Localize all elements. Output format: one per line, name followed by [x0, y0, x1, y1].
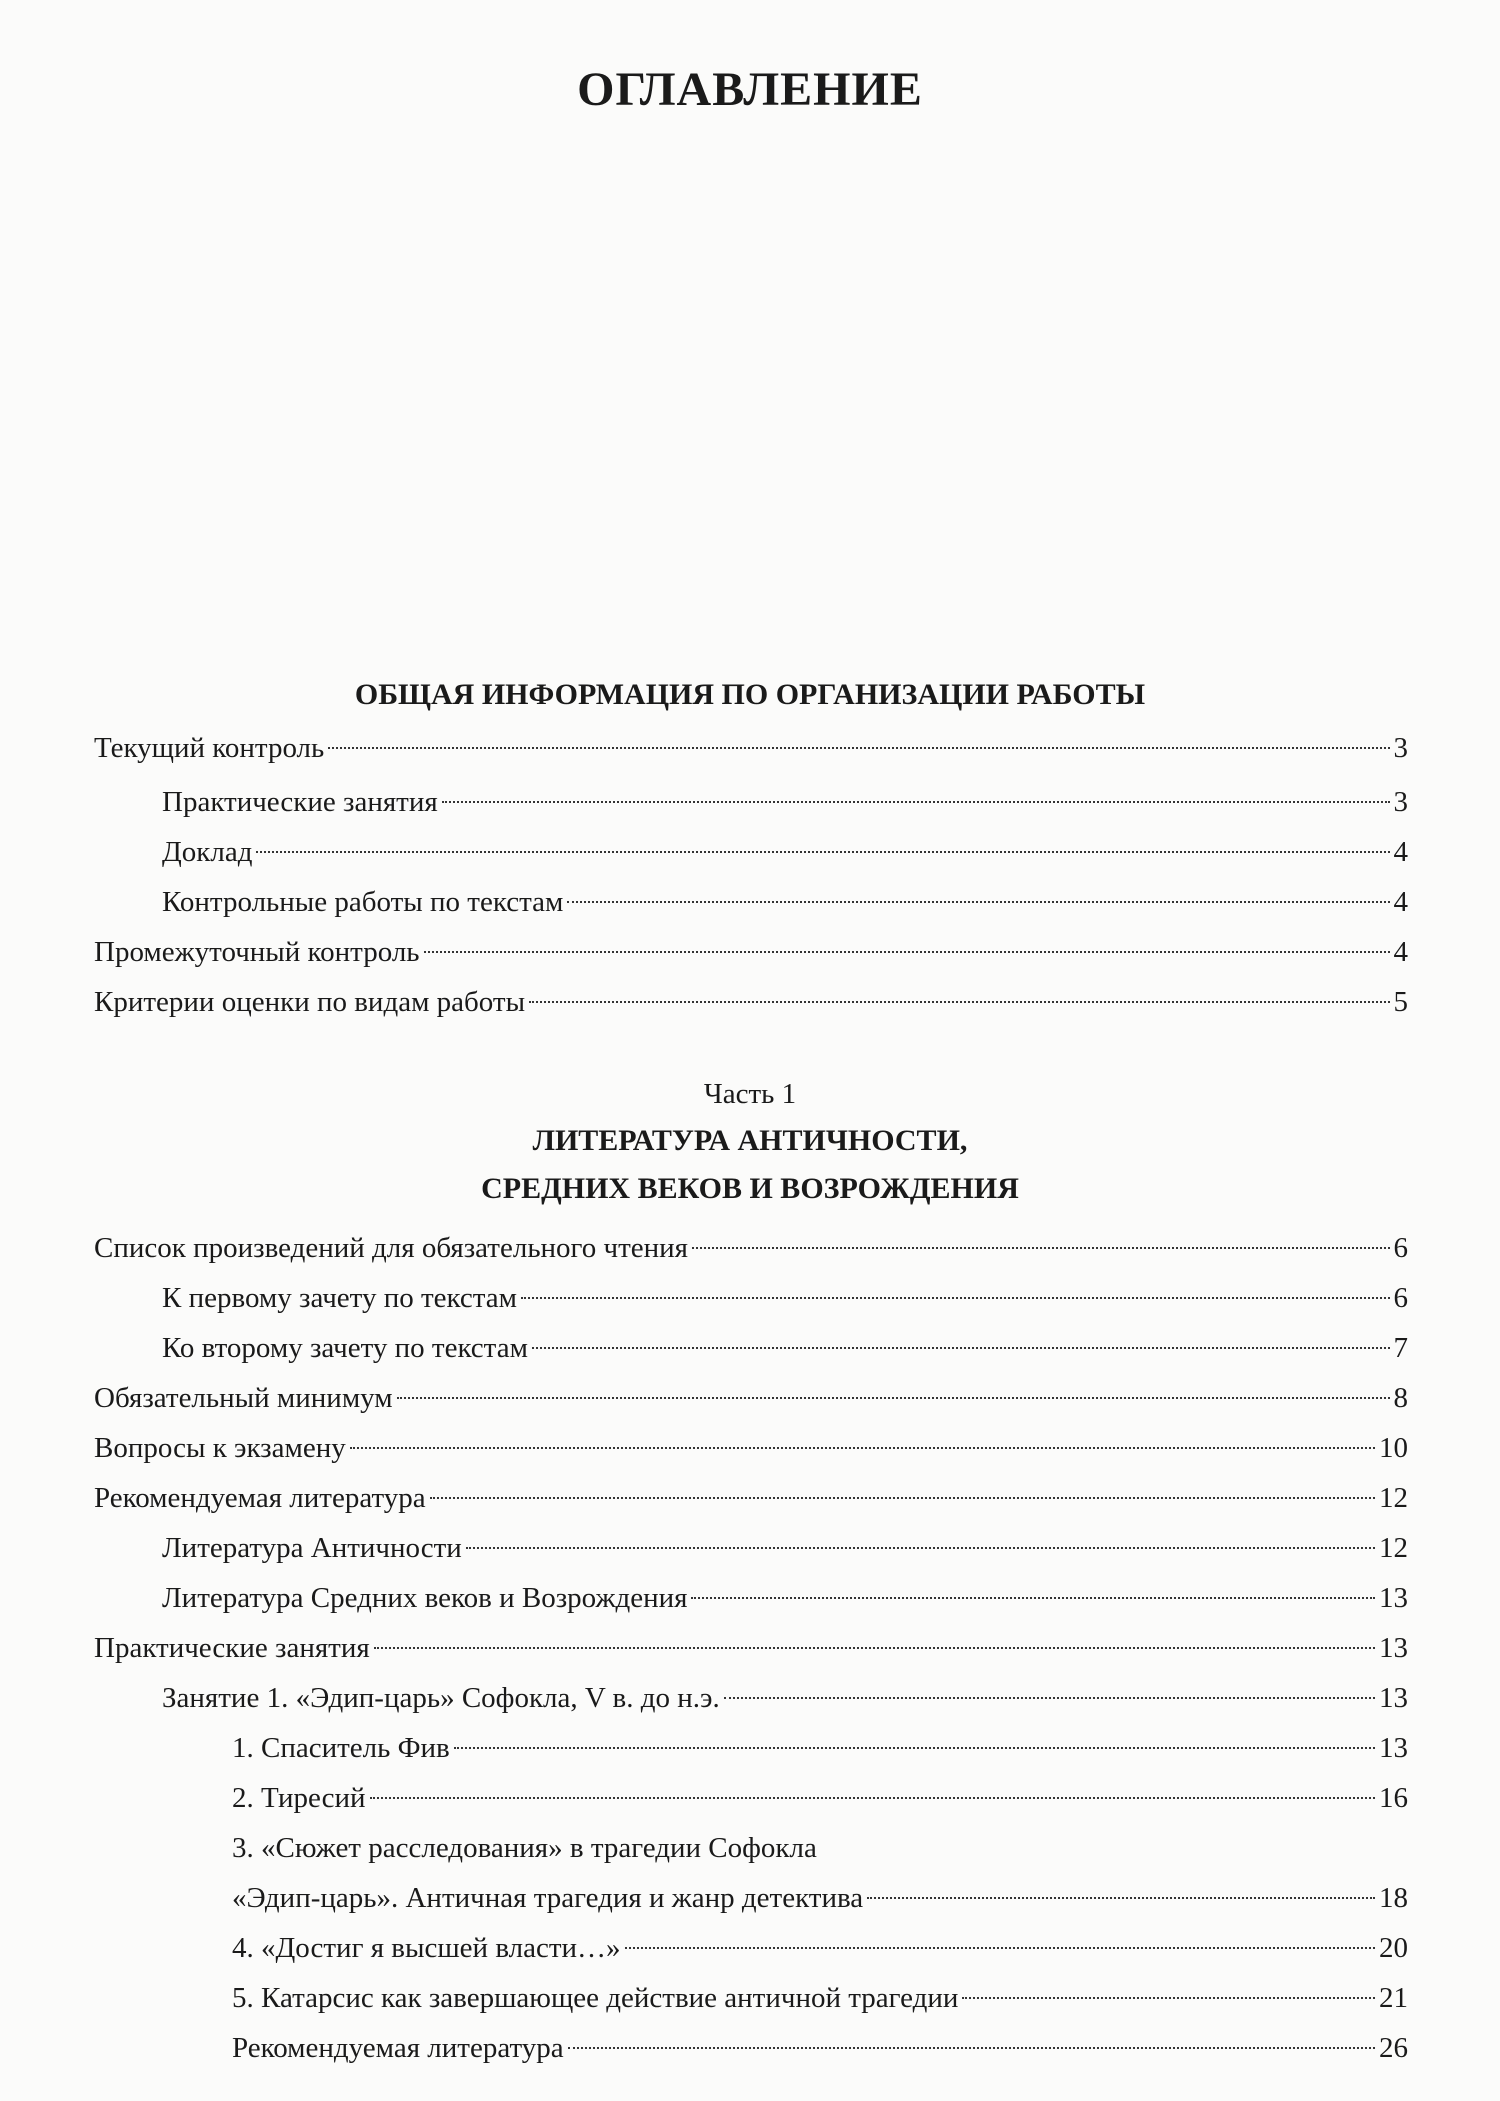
- toc-entry[interactable]: [94, 1626, 1408, 1670]
- leader-dots: [962, 1997, 1375, 1999]
- toc-entry-page: 10: [1379, 1432, 1408, 1464]
- toc-entry-label: Список произведений для обязательного чтения: [94, 1232, 688, 1264]
- toc-entry[interactable]: [232, 1776, 1408, 1820]
- toc-entry-page: 16: [1379, 1782, 1408, 1814]
- toc-entry-label: Текущий контроль: [94, 732, 325, 764]
- leader-dots: [692, 1247, 1390, 1249]
- leader-dots: [424, 951, 1390, 953]
- leader-dots: [430, 1497, 1375, 1499]
- toc-entry[interactable]: [232, 1726, 1408, 1770]
- toc-entry-page: 3: [1393, 732, 1408, 764]
- toc-entry-label: Литература Античности: [162, 1532, 462, 1564]
- toc-entry-page: 4: [1393, 886, 1408, 918]
- leader-dots: [691, 1597, 1375, 1599]
- leader-dots: [567, 901, 1389, 903]
- leader-dots: [568, 2047, 1375, 2049]
- toc-entry[interactable]: [162, 830, 1408, 874]
- toc-entry-page: 13: [1379, 1682, 1408, 1714]
- part-title-line2: СРЕДНИХ ВЕКОВ И ВОЗРОЖДЕНИЯ: [481, 1172, 1019, 1205]
- page-title: ОГЛАВЛЕНИЕ: [577, 63, 923, 116]
- toc-entry-page: 8: [1393, 1382, 1408, 1414]
- toc-entry-page: 13: [1379, 1582, 1408, 1614]
- toc-entry-page: 13: [1379, 1732, 1408, 1764]
- leader-dots: [374, 1647, 1375, 1649]
- toc-entry-label: Критерии оценки по видам работы: [94, 986, 526, 1018]
- toc-entry-label: Контрольные работы по текстам: [162, 886, 564, 918]
- toc-entry[interactable]: [162, 780, 1408, 824]
- toc-entry-page: 7: [1393, 1332, 1408, 1364]
- toc-entry-page: 5: [1393, 986, 1408, 1018]
- leader-dots: [521, 1297, 1390, 1299]
- toc-entry-label: Рекомендуемая литература: [232, 2032, 564, 2064]
- toc-entry-page: 6: [1393, 1282, 1408, 1314]
- toc-entry-page: 13: [1379, 1632, 1408, 1664]
- toc-entry-page: 12: [1379, 1482, 1408, 1514]
- leader-dots: [454, 1747, 1375, 1749]
- toc-entry[interactable]: [162, 1326, 1408, 1370]
- leader-dots: [397, 1397, 1390, 1399]
- toc-entry[interactable]: [94, 1226, 1408, 1270]
- toc-entry-label: Практические занятия: [162, 786, 438, 818]
- toc-entry-label: Обязательный минимум: [94, 1382, 393, 1414]
- toc-entry-label: Литература Средних веков и Возрождения: [162, 1582, 688, 1614]
- toc-entry[interactable]: [232, 1876, 1408, 1920]
- toc-entry[interactable]: [94, 930, 1408, 974]
- toc-entry-label: 4. «Достиг я высшей власти…»: [232, 1932, 621, 1964]
- toc-entry-label: Рекомендуемая литература: [94, 1482, 426, 1514]
- toc-entry-page: 12: [1379, 1532, 1408, 1564]
- toc-entry[interactable]: [162, 880, 1408, 924]
- leader-dots: [350, 1447, 1375, 1449]
- leader-dots: [532, 1347, 1390, 1349]
- toc-entry[interactable]: [94, 1476, 1408, 1520]
- leader-dots: [442, 801, 1390, 803]
- toc-entry-label: Ко второму зачету по текстам: [162, 1332, 528, 1364]
- toc-entry-label: Вопросы к экзамену: [94, 1432, 346, 1464]
- toc-entry-page: 21: [1379, 1982, 1408, 2014]
- toc-entry-label: 5. Катарсис как завершающее действие античной трагедии: [232, 1982, 959, 2014]
- toc-entry-page: 20: [1379, 1932, 1408, 1964]
- toc-entry-label: 2. Тиресий: [232, 1782, 366, 1814]
- toc-entry[interactable]: [232, 1976, 1408, 2020]
- toc-entry[interactable]: [94, 980, 1408, 1024]
- section-heading-general: ОБЩАЯ ИНФОРМАЦИЯ ПО ОРГАНИЗАЦИИ РАБОТЫ: [354, 678, 1146, 711]
- toc-entry[interactable]: [232, 1926, 1408, 1970]
- toc-entry-page: 4: [1393, 936, 1408, 968]
- toc-entry-label: К первому зачету по текстам: [162, 1282, 517, 1314]
- leader-dots: [370, 1797, 1375, 1799]
- leader-dots: [466, 1547, 1375, 1549]
- toc-entry-page: 18: [1379, 1882, 1408, 1914]
- leader-dots: [256, 851, 1389, 853]
- leader-dots: [328, 747, 1389, 749]
- leader-dots: [867, 1897, 1375, 1899]
- toc-entry-label: 1. Спаситель Фив: [232, 1732, 450, 1764]
- leader-dots: [724, 1697, 1375, 1699]
- toc-entry[interactable]: [162, 1276, 1408, 1320]
- toc-entry-label: Практические занятия: [94, 1632, 370, 1664]
- toc-entry-page: 4: [1393, 836, 1408, 868]
- toc-entry[interactable]: [94, 1426, 1408, 1470]
- part-title-line1: ЛИТЕРАТУРА АНТИЧНОСТИ,: [532, 1124, 968, 1157]
- toc-entry[interactable]: [94, 1376, 1408, 1420]
- toc-entry-page: 6: [1393, 1232, 1408, 1264]
- leader-dots: [625, 1947, 1375, 1949]
- toc-entry-label: Занятие 1. «Эдип-царь» Софокла, V в. до н.э.: [162, 1682, 720, 1714]
- toc-entry-no-page[interactable]: 3. «Сюжет расследования» в трагедии Софокла: [232, 1832, 817, 1864]
- toc-entry-page: 26: [1379, 2032, 1408, 2064]
- toc-entry[interactable]: [162, 1676, 1408, 1720]
- part-label: Часть 1: [703, 1078, 797, 1110]
- toc-entry[interactable]: [232, 2026, 1408, 2070]
- toc-entry-page: 3: [1393, 786, 1408, 818]
- toc-entry[interactable]: [162, 1576, 1408, 1620]
- toc-entry-label: Доклад: [162, 836, 253, 868]
- toc-entry-label: «Эдип-царь». Античная трагедия и жанр детектива: [232, 1882, 864, 1914]
- leader-dots: [529, 1001, 1389, 1003]
- toc-entry[interactable]: [162, 1526, 1408, 1570]
- toc-entry[interactable]: [94, 726, 1408, 770]
- toc-entry-label: Промежуточный контроль: [94, 936, 420, 968]
